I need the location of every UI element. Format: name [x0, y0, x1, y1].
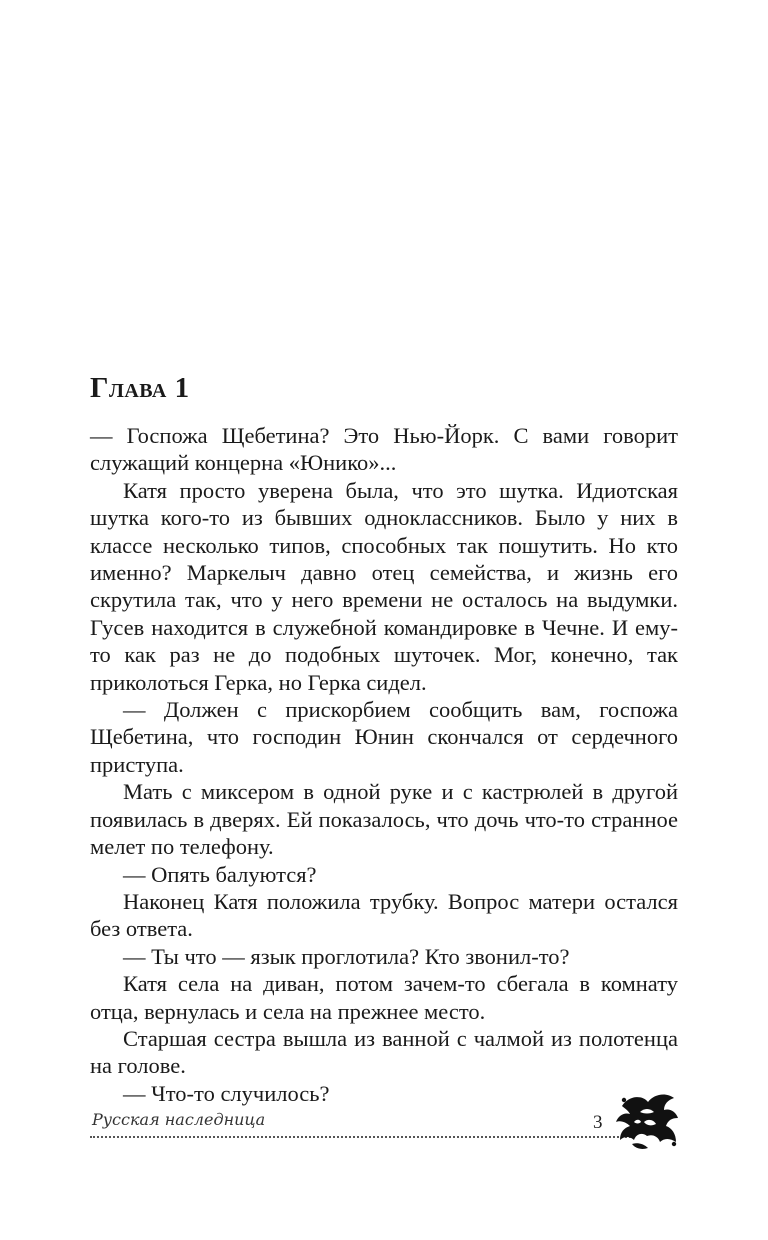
- floral-ornament-icon: [614, 1092, 680, 1150]
- chapter-number: 1: [174, 372, 190, 404]
- paragraph: — Опять балуются?: [123, 861, 317, 887]
- running-title: Русская наследница: [92, 1110, 266, 1129]
- paragraph: — Что-то случилось?: [123, 1080, 330, 1106]
- footer-dotted-rule: [90, 1136, 635, 1138]
- paragraph: Катя просто уверена была, что это шутка. Идиотская шутка кого-то из бывших одноклассников. Было у них в классе несколько типов, способных так пошутить. Но кто именно? Маркелыч давно отец семейства, и жизнь его скрутила так, что у него времени не осталось на выдумки. Гусев находится в служебной командировке в Чечне. И ему-то как раз не до подобных шуточек. Мог, конечно, так приколоться Герка, но Герка сидел.: [90, 477, 678, 695]
- page-number: 3: [593, 1112, 603, 1133]
- paragraph: Катя села на диван, потом зачем-то сбегала в комнату отца, вернулась и села на прежнее место.: [90, 971, 678, 1024]
- paragraph: Старшая сестра вышла из ванной с чалмой из полотенца на голове.: [90, 1025, 678, 1079]
- paragraph: — Госпожа Щебетина? Это Нью-Йорк. С вами говорит служащий концерна «Юнико»...: [90, 423, 678, 476]
- chapter-text: [90, 422, 678, 1107]
- paragraph: — Ты что — язык проглотила? Кто звонил-то?: [123, 943, 570, 969]
- chapter-label: Глава: [90, 372, 167, 404]
- chapter-title: [90, 372, 190, 405]
- page-footer: [90, 1092, 680, 1152]
- paragraph: Мать с миксером в одной руке и с кастрюлей в другой появилась в дверях. Ей показалось, что дочь что-то странное мелет по телефону.: [90, 779, 678, 860]
- paragraph: — Должен с прискорбием сообщить вам, госпожа Щебетина, что господин Юнин скончался от сердечного приступа.: [90, 697, 678, 777]
- paragraph: Наконец Катя положила трубку. Вопрос матери остался без ответа.: [90, 888, 678, 942]
